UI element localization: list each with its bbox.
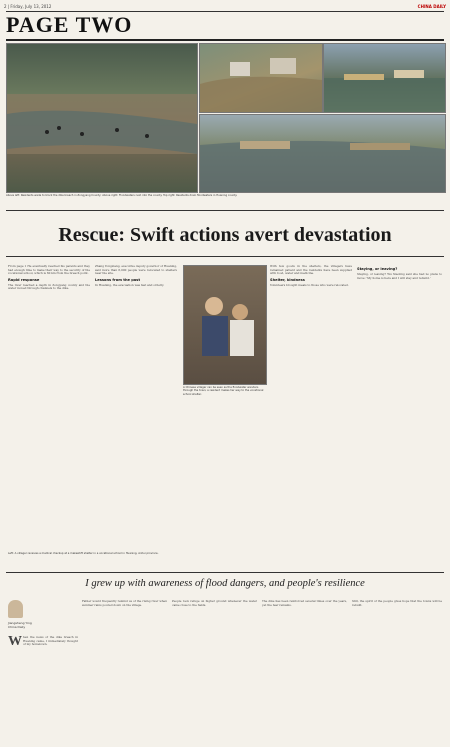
main-flood-photo xyxy=(6,43,198,193)
essay-column-3: People took refuge on higher ground whenever the water came close to the fields. xyxy=(172,599,257,607)
essay-column-4: The dike has been reinforced several times over the years, yet the fear remains. xyxy=(262,599,347,607)
headline-rule xyxy=(6,256,444,257)
essay-column-5: Still, the spirit of the people gives hope that the towns will be rebuilt. xyxy=(352,599,442,607)
essay-column-2: Father would frequently remind us of the rising river when summer rains poured down on the village. xyxy=(82,599,167,607)
byline xyxy=(8,621,68,629)
byline-name: Jiangsheng Ying xyxy=(8,621,32,625)
caption-rule xyxy=(6,210,444,211)
body-column-5: Staying, or leaving? Staying, or leaving? Wu Xiaoling said she had no plans to move: 'My home is here and I will stay and rebuild.' xyxy=(357,267,442,280)
subhead-staying: Staying, or leaving? xyxy=(357,267,398,271)
villager-art xyxy=(184,266,266,384)
body-column-4: With few goods in the shelters, the villagers have remained patient and the residents have been supplied with food, water and medicine. Shelter, kindness Volunteers brought meals to those who were relocated. xyxy=(270,264,352,287)
pull-quote: I grew up with awareness of flood dangers, and people's resilience xyxy=(85,578,365,589)
river-art xyxy=(200,115,445,192)
river-photo xyxy=(199,114,446,193)
drainage-art xyxy=(324,44,445,112)
pull-quote-rule xyxy=(6,572,444,573)
masthead: CHINA DAILY xyxy=(417,4,446,9)
subhead-lessons: Lessons from the past xyxy=(95,277,141,282)
page-header xyxy=(4,4,446,10)
page-title: PAGE TWO xyxy=(6,12,133,37)
drainage-photo xyxy=(323,43,446,113)
floodwater-photo xyxy=(199,43,323,113)
author-avatar xyxy=(8,600,23,618)
photo-caption: A Chinese villager can be seen as the floodwater wanders through the town; a resident makes her way to the vocational school shelter. xyxy=(183,386,264,396)
title-rule xyxy=(6,39,444,41)
floodwater-art xyxy=(200,44,322,112)
body-column-2: Zhang Yongxiang, executive deputy governor of Huaning, said more than 6,000 people were relocated to shelters near the site. Lessons from the past In Huaning, the evacuation was fast and orderly. xyxy=(95,264,177,287)
subhead-shelter: Shelter, kindness xyxy=(270,277,305,282)
body-column-1: From page 1 He eventually reached his parents and they had enough time to make their way to the security of the vocational school, which is 60 km from the breach point. Rapid response The river reached a depth in Zongyang county and the water moved through channels to the dike. xyxy=(8,264,90,291)
flood-photo-art xyxy=(7,44,197,192)
villager-photo xyxy=(183,265,267,385)
bottom-photo-caption: Left: A villager receives a medical checkup at a makeshift shelter in a vocational school in Huaning, Anhui province. xyxy=(8,552,159,555)
headline: Rescue: Swift actions avert devastation xyxy=(58,224,392,246)
byline-role: China Daily xyxy=(8,625,26,629)
essay-column-1: When the news of the dike breach in Huaning came, I immediately thought of my hometown. xyxy=(8,634,78,649)
issue-date: 2 | Friday, July 13, 2012 xyxy=(4,4,52,9)
top-caption: Above left: Residents wade to block the dike breach in Zongyang County; Above right: Floodwaters rush into the county. Top right: Residents drain floodwaters in Huaning county. xyxy=(6,194,238,197)
subhead-rapid-response: Rapid response xyxy=(8,277,40,282)
